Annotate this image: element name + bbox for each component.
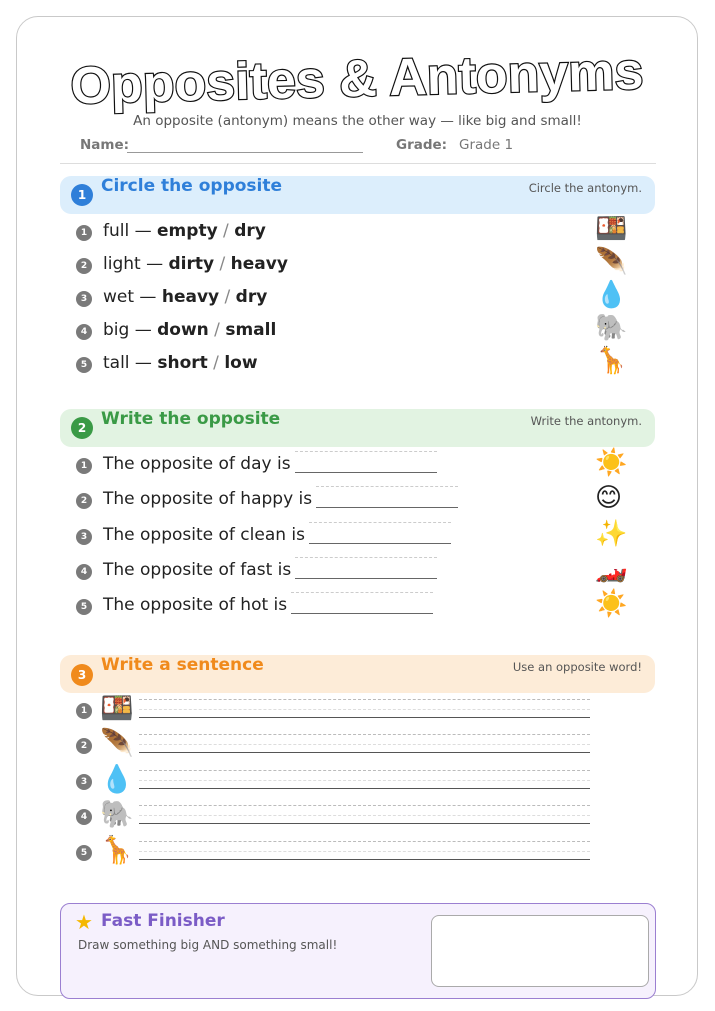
droplet-icon: 💧 (100, 764, 134, 795)
slash-separator: / (208, 320, 226, 340)
page-title-text: Opposites & Antonyms (69, 42, 645, 116)
item-prompt: The opposite of fast is (103, 560, 292, 580)
item-number: 1 (76, 703, 92, 719)
elephant-icon: 🐘 (100, 799, 134, 830)
fill-in-item (103, 454, 437, 474)
writing-line[interactable] (139, 802, 590, 826)
top-guide-line (139, 770, 590, 771)
mid-guide-line (139, 851, 590, 852)
section-2-header (60, 409, 655, 447)
choice-a[interactable]: empty (157, 221, 218, 241)
item-number: 4 (76, 564, 92, 580)
base-line (139, 717, 590, 718)
choice-b[interactable]: heavy (230, 254, 288, 274)
top-guide-line (139, 734, 590, 735)
page-subtitle: An opposite (antonym) means the other way — like big and small! (133, 113, 582, 129)
item-prompt: The opposite of hot is (103, 595, 288, 615)
dash-separator: — (129, 353, 158, 373)
item-prompt: The opposite of happy is (103, 489, 313, 509)
base-line (139, 823, 590, 824)
circle-item (103, 353, 258, 373)
circle-item (103, 221, 266, 241)
item-prompt: The opposite of clean is (103, 525, 306, 545)
circle-item (103, 320, 276, 340)
answer-blank[interactable] (291, 600, 433, 614)
fast-finisher-title: Fast Finisher (101, 911, 225, 931)
fast-finisher-text: Draw something big AND something small! (78, 938, 338, 952)
dash-separator: — (129, 320, 158, 340)
section-title: Write the opposite (101, 409, 281, 429)
slash-separator: / (207, 353, 225, 373)
base-line (139, 859, 590, 860)
smiling-face-icon: 😊 (595, 483, 623, 513)
item-number: 2 (76, 493, 92, 509)
bento-box-icon: 🍱 (100, 693, 134, 724)
grade-value: Grade 1 (459, 137, 514, 153)
writing-line[interactable] (139, 767, 590, 791)
item-number: 2 (76, 258, 92, 274)
answer-blank[interactable] (309, 530, 451, 544)
item-word: tall (103, 353, 130, 373)
elephant-icon: 🐘 (595, 313, 628, 343)
fill-in-item (103, 560, 437, 580)
item-number: 2 (76, 738, 92, 754)
fill-in-item (103, 595, 433, 615)
choice-b[interactable]: low (224, 353, 258, 373)
page-title (0, 36, 715, 116)
choice-a[interactable]: heavy (161, 287, 220, 307)
answer-blank[interactable] (295, 459, 437, 473)
section-title: Write a sentence (101, 655, 264, 675)
choice-b[interactable]: dry (235, 287, 268, 307)
top-guide-line (139, 699, 590, 700)
choice-a[interactable]: down (157, 320, 209, 340)
base-line (139, 788, 590, 789)
fill-in-item (103, 489, 458, 509)
feather-icon: 🪶 (595, 247, 628, 277)
top-guide-line (139, 805, 590, 806)
fast-finisher-box (60, 903, 656, 999)
item-number: 1 (76, 225, 92, 241)
bento-box-icon: 🍱 (595, 214, 628, 244)
section-hint: Circle the antonym. (528, 181, 642, 195)
mid-guide-line (139, 815, 590, 816)
grade-label: Grade: (396, 137, 448, 153)
section-title: Circle the opposite (101, 176, 283, 196)
section-number: 3 (71, 664, 93, 686)
writing-line[interactable] (139, 731, 590, 755)
section-number: 2 (71, 417, 93, 439)
choice-a[interactable]: short (157, 353, 208, 373)
star-icon: ★ (75, 910, 93, 934)
answer-blank[interactable] (316, 494, 458, 508)
dash-separator: — (140, 254, 169, 274)
mid-guide-line (139, 709, 590, 710)
writing-line[interactable] (139, 696, 590, 720)
slash-separator: / (214, 254, 231, 274)
section-hint: Use an opposite word! (512, 660, 642, 674)
item-number: 5 (76, 599, 92, 615)
item-word: light (103, 254, 141, 274)
mid-guide-line (139, 744, 590, 745)
section-3-header (60, 655, 655, 693)
base-line (139, 752, 590, 753)
race-car-icon: 🏎️ (595, 554, 628, 584)
choice-a[interactable]: dirty (168, 254, 215, 274)
feather-icon: 🪶 (100, 728, 134, 759)
sun-icon: ☀️ (595, 589, 628, 619)
item-number: 1 (76, 458, 92, 474)
drawing-box[interactable] (431, 915, 649, 987)
item-word: wet (103, 287, 135, 307)
item-number: 5 (76, 357, 92, 373)
slash-separator: / (217, 221, 235, 241)
item-word: full (103, 221, 130, 241)
giraffe-icon: 🦒 (100, 835, 134, 866)
section-number: 1 (71, 184, 93, 206)
writing-line[interactable] (139, 838, 590, 862)
droplet-icon: 💧 (595, 280, 628, 310)
item-number: 4 (76, 809, 92, 825)
choice-b[interactable]: small (225, 320, 277, 340)
name-label: Name: (80, 137, 130, 153)
item-number: 4 (76, 324, 92, 340)
sparkles-icon: ✨ (595, 519, 628, 549)
item-number: 5 (76, 845, 92, 861)
sun-icon: ☀️ (595, 448, 628, 478)
mid-guide-line (139, 780, 590, 781)
name-field[interactable] (127, 152, 363, 153)
item-number: 3 (76, 774, 92, 790)
top-guide-line (139, 841, 590, 842)
item-prompt: The opposite of day is (103, 454, 291, 474)
item-number: 3 (76, 529, 92, 545)
header-divider (60, 163, 656, 164)
item-word: big (103, 320, 130, 340)
circle-item (103, 254, 288, 274)
section-1-header (60, 176, 655, 214)
answer-blank[interactable] (295, 565, 437, 579)
dash-separator: — (134, 287, 162, 307)
dash-separator: — (129, 221, 158, 241)
choice-b[interactable]: dry (234, 221, 266, 241)
item-number: 3 (76, 291, 92, 307)
fill-in-item (103, 525, 451, 545)
section-hint: Write the antonym. (530, 414, 642, 428)
slash-separator: / (219, 287, 236, 307)
giraffe-icon: 🦒 (595, 346, 628, 376)
circle-item (103, 287, 267, 307)
